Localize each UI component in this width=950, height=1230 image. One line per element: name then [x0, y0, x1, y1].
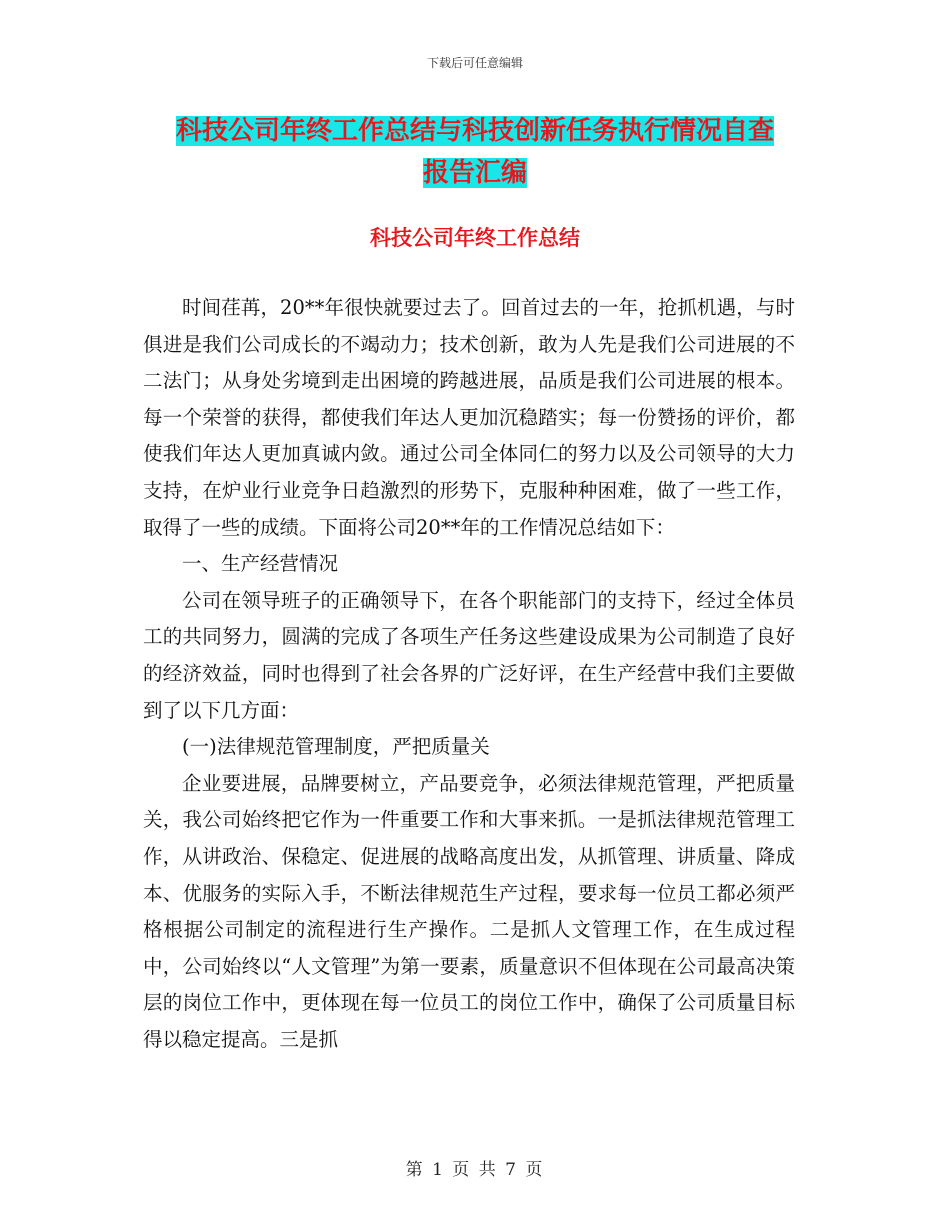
paragraph-heading-production: 一、生产经营情况: [182, 552, 339, 576]
header-note: 下载后可任意编辑: [426, 56, 523, 70]
section-title: 科技公司年终工作总结: [370, 226, 580, 250]
paragraph-management: 企业要进展，品牌要树立，产品要竞争，必须法律规范管理，严把质量关，我公司始终把它作为一件重要工作和大事来抓。一是抓法律规范管理工作，从讲政治、保稳定、促进展的战略高度出发，从抓管理、讲质量、降成本、优服务的实际入手，不断法律规范生产过程，要求每一位员工都必须严格根据公司制定的流程进行生产操作。二是抓人文管理工作，在生成过程中，公司始终以“人文管理”为第一要素，质量意识不但体现在公司最高决策层的岗位工作中，更体现在每一位员工的岗位工作中，确保了公司质量目标得以稳定提高。三是抓: [143, 771, 795, 1051]
paragraph-heading-management: (一)法律规范管理制度，严把质量关: [182, 735, 490, 759]
paragraph-intro: 时间荏苒，20**年很快就要过去了。回首过去的一年，抢抓机遇，与时俱进是我们公司成长的不竭动力；技术创新，敢为人先是我们公司进展的不二法门；从身处劣境到走出困境的跨越进展，品质是我们公司进展的根本。每一个荣誉的获得，都使我们年达人更加沉稳踏实；每一份赞扬的评价，都使我们年达人更加真诚内敛。通过公司全体同仁的努力以及公司领导的大力支持，在炉业行业竞争日趋激烈的形势下，克服种种困难，做了一些工作，取得了一些的成绩。下面将公司20**年的工作情况总结如下：: [143, 296, 795, 539]
page-number-footer: 第 1 页 共 7 页: [405, 1160, 545, 1180]
document-title-line-1: 科技公司年终工作总结与科技创新任务执行情况自查: [175, 116, 774, 146]
document-title: [150, 110, 800, 194]
document-title-line-2: 报告汇编: [422, 158, 527, 188]
body-text: [143, 290, 795, 1058]
paragraph-production: 公司在领导班子的正确领导下，在各个职能部门的支持下，经过全体员工的共同努力，圆满的完成了各项生产任务这些建设成果为公司制造了良好的经济效益，同时也得到了社会各界的广泛好评，在生产经营中我们主要做到了以下几方面：: [143, 588, 795, 722]
